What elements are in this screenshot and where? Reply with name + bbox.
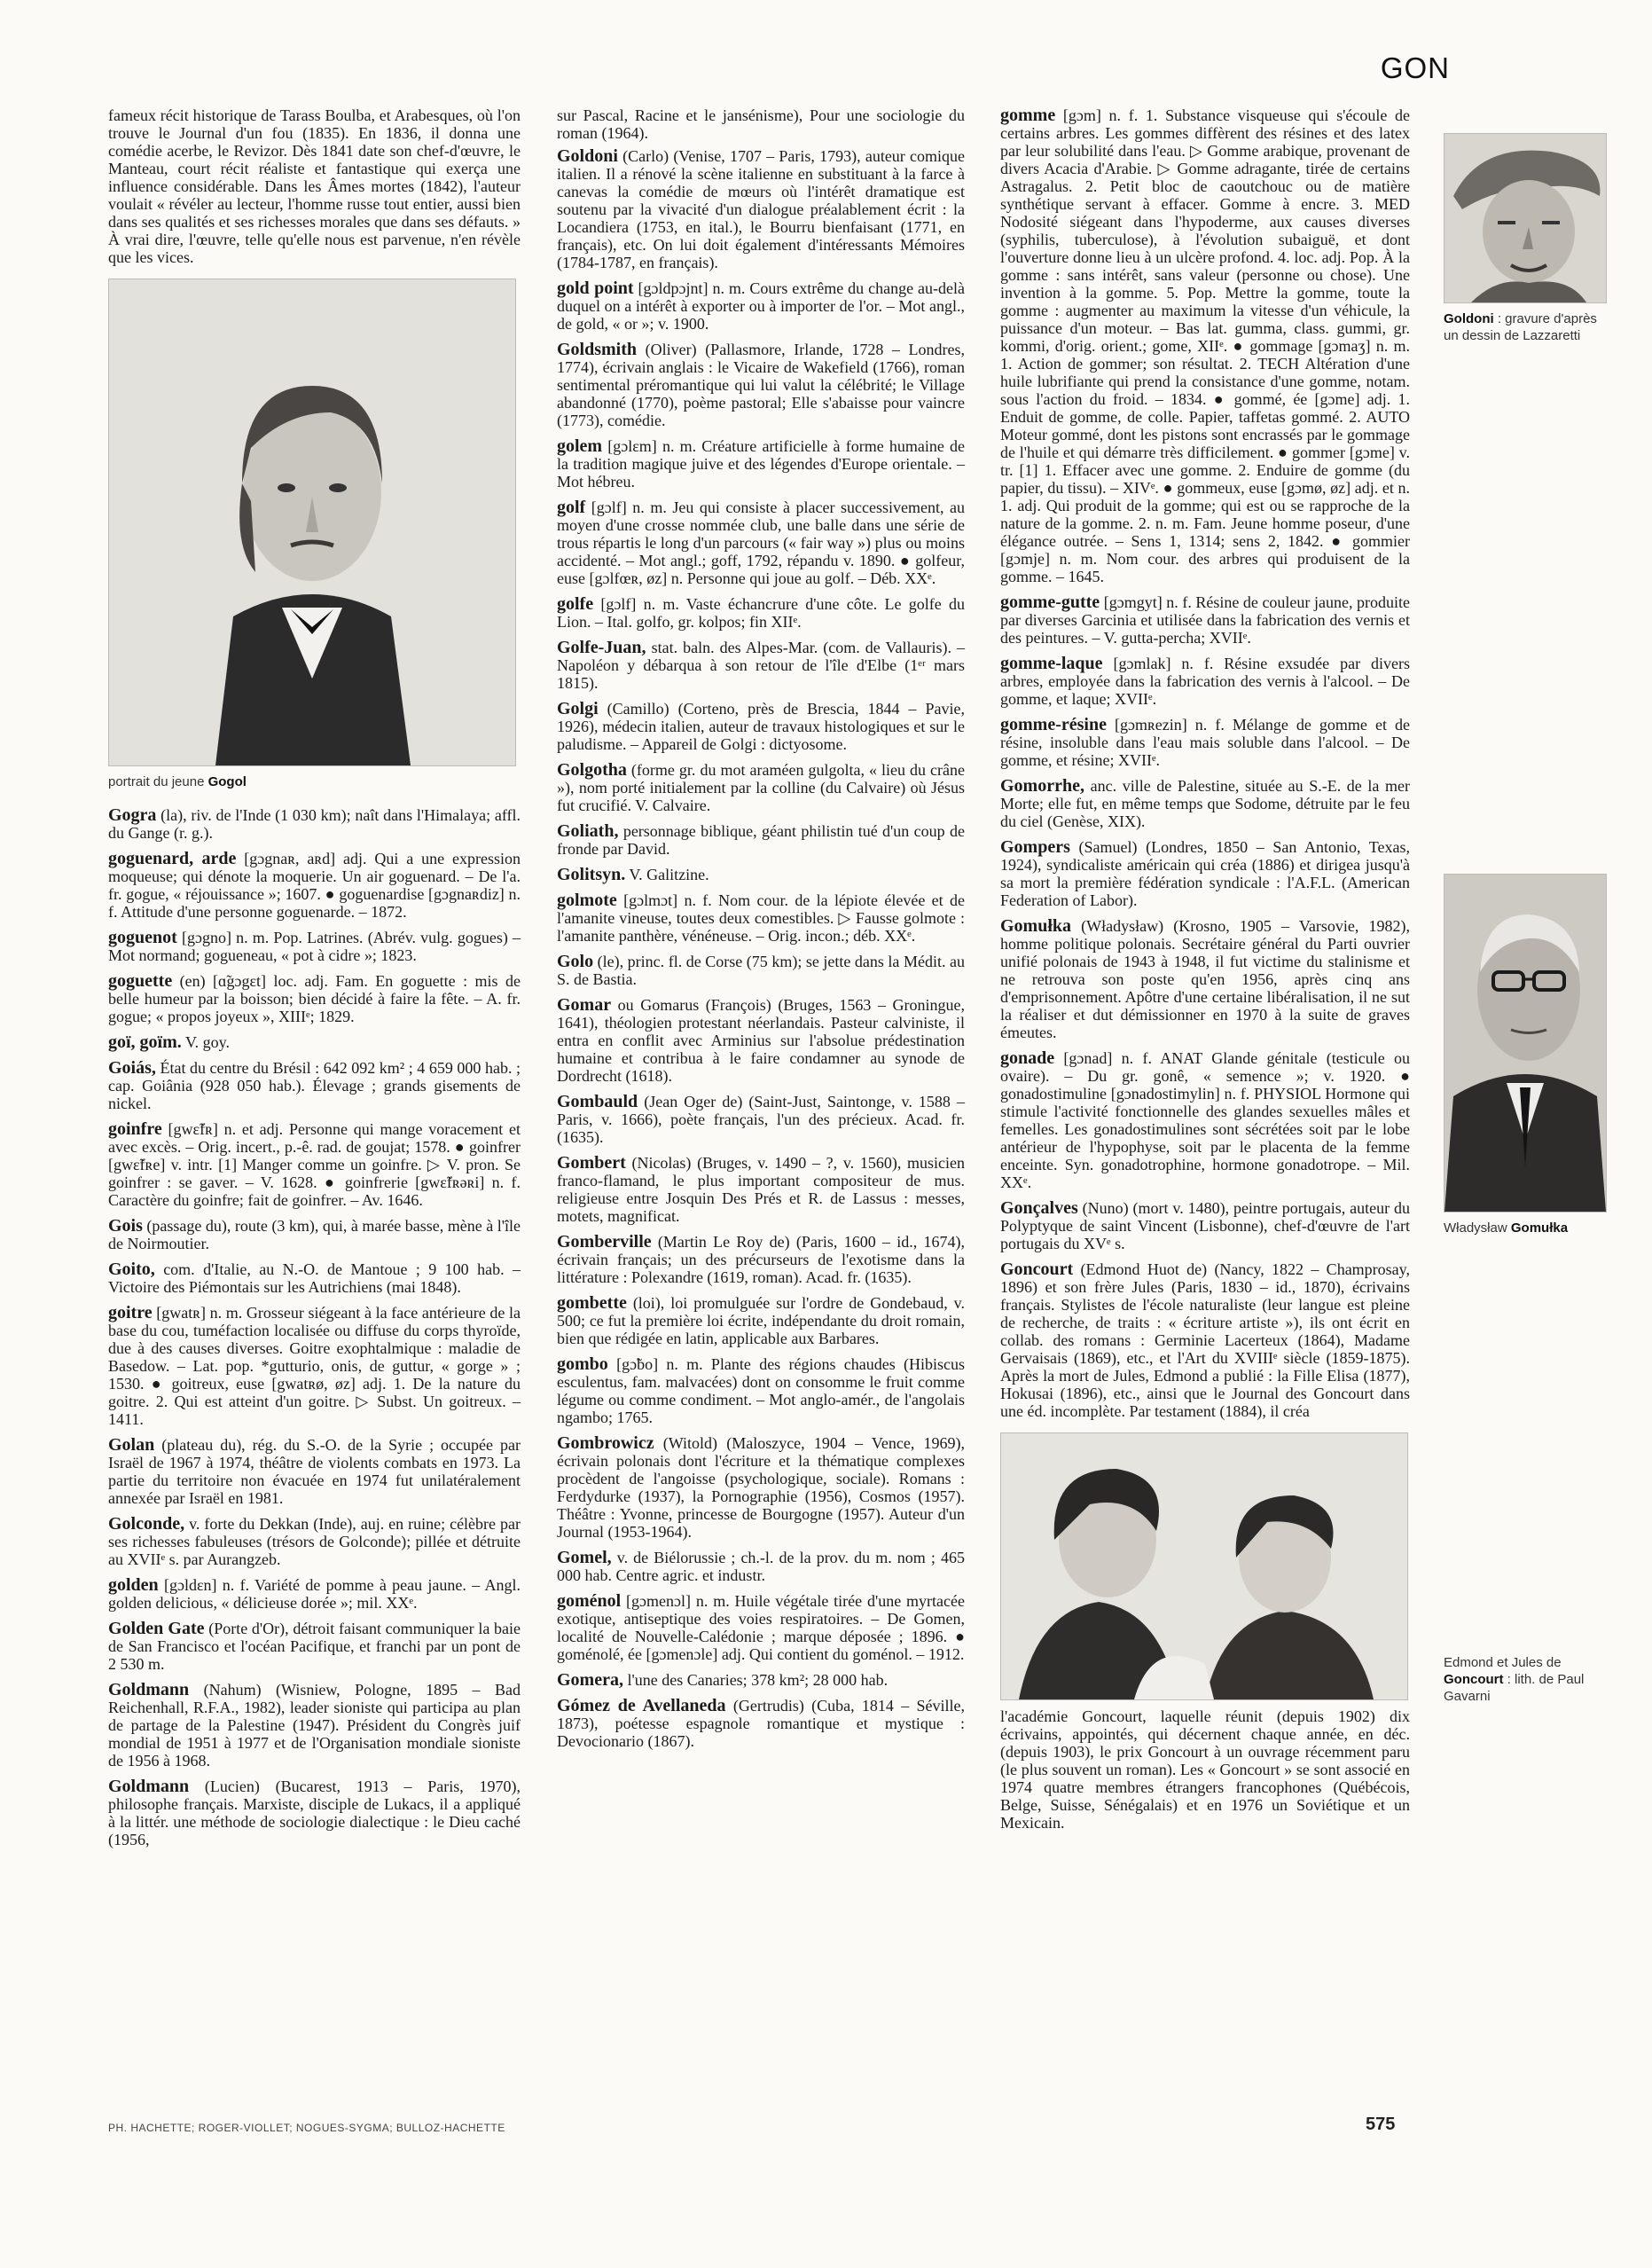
entry: Golgi (Camillo) (Corteno, près de Brescia, 1844 – Pavie, 1926), médecin italien, auteur de travaux histologiques et sur le paludisme. – Appareil de Golgi : dictyosome. [557, 699, 965, 753]
entry: goinfre [gwɛ̃fʀ] n. et adj. Personne qui mange voracement et avec excès. – Orig. incert., p.-ê. rad. de goujat; 1578. ● goinfrer [gwɛ̃fʀe] v. intr. [1] Manger comme un goinfre. ▷ V. pron. Se goinfrer : se gaver. – V. 1628. ● goinfrerie [gwɛ̃fʀəʀi] n. f. Caractère du goinfre; fait de goinfrer. – Av. 1646. [108, 1119, 521, 1209]
column-3 [1000, 106, 1410, 1840]
entry: golfe [gɔlf] n. m. Vaste échancrure d'une côte. Le golfe du Lion. – Ital. golfo, gr. kolpos; fin XIIᵉ. [557, 594, 965, 631]
entry: Goldsmith (Oliver) (Pallasmore, Irlande, 1728 – Londres, 1774), écrivain anglais : le Vicaire de Wakefield (1766), roman sentimental préromantique qui lui valut la célébrité; le Village abandonné (1770), poème pastoral; Elle s'abaisse pour vaincre (1773), comédie. [557, 340, 965, 429]
gogol-portrait [108, 279, 516, 766]
column-2 [557, 106, 965, 1758]
entry: Goldmann (Nahum) (Wisniew, Pologne, 1895 – Bad Reichenhall, R.F.A., 1982), leader sioniste qui participa au plan de partage de la Palestine (1947). Président du Congrès juif mondial de 1951 à 1977 et de l'Organisation mondiale sioniste de 1956 à 1968. [108, 1680, 521, 1770]
running-head: GON [1380, 51, 1450, 84]
entry: Golfe-Juan, stat. baln. des Alpes-Mar. (com. de Vallauris). – Napoléon y débarqua à son retour de l'île d'Elbe (1ᵉʳ mars 1815). [557, 638, 965, 692]
entry: gonade [gɔnad] n. f. ANAT Glande génitale (testicule ou ovaire). – Du gr. gonê, « semence »; v. 1920. ● gonadostimuline [gɔnadostimylin] n. f. PHYSIOL Hormone qui stimule l'activité fonctionnelle des glandes sexuelles mâles et femelles. Les gonadostimulines sont sécrétées soit par le lobe antérieur de l'hypophyse, soit par le placenta de la femme enceinte. Syn. gonadotrophine, hormone gonadotrope. – Mil. XXᵉ. [1000, 1048, 1410, 1191]
entry: goménol [gɔmenɔl] n. m. Huile végétale tirée d'une myrtacée exotique, antiseptique des voies respiratoires. – De Gomen, localité de Nouvelle-Calédonie ; marque déposée ; 1896. ● goménolé, ée [gɔmenɔle] adj. Qui contient du goménol. – 1912. [557, 1591, 965, 1663]
entry: Gombauld (Jean Oger de) (Saint-Just, Saintonge, v. 1588 – Paris, v. 1666), poète français, l'un des précieux. Acad. fr. (1635). [557, 1092, 965, 1146]
entry: Golitsyn. V. Galitzine. [557, 865, 709, 884]
entry: Gois (passage du), route (3 km), qui, à marée basse, mène à l'île de Noirmoutier. [108, 1216, 521, 1252]
entry-continuation: fameux récit historique de Tarass Boulba, et Arabesques, où l'on trouve le Journal d'un fou (1835). En 1836, il donna une comédie acerbe, le Revizor. Dès 1841 date son chef-d'œuvre, le Manteau, court récit réaliste et fantastique qui exerça une influence considérable. Dans les Âmes mortes (1842), l'auteur voulait « révéler au lecteur, l'homme russe tout entier, aussi bien dans ses qualités et ses richesses morales que dans ses défauts. » À vrai dire, l'œuvre, telle qu'elle nous est parvenue, n'en révèle que les vices. [108, 106, 521, 266]
entry: goï, goïm. V. goy. [108, 1032, 230, 1052]
entry: gold point [gɔldpɔjnt] n. m. Cours extrême du change au-delà duquel on a intérêt à exporter ou à importer de l'or. – Mot angl., de gold, « or »; v. 1900. [557, 279, 965, 333]
entry: gombette (loi), loi promulguée sur l'ordre de Gondebaud, v. 500; ce fut la première loi écrite, indépendante du droit romain, bien que rédigée en latin, applicable aux Barbares. [557, 1293, 965, 1347]
page-number: 575 [1366, 2115, 1396, 2134]
entry: golf [gɔlf] n. m. Jeu qui consiste à placer successivement, au moyen d'une crosse nommée club, une balle dans une série de trous répartis le long d'un parcours (« fair way ») plus ou moins accidenté. – Mot angl.; goff, 1792, répandu v. 1890. ● golfeur, euse [gɔlfœʀ, øz] n. Personne qui joue au golf. – Déb. XXᵉ. [557, 498, 965, 587]
entry: Gomar ou Gomarus (François) (Bruges, 1563 – Groningue, 1641), théologien protestant néerlandais. Pasteur calviniste, il entra en conflit avec Arminius sur l'absolue prédestination humaine et contribua à le faire condamner au synode de Dordrecht (1618). [557, 995, 965, 1085]
entry: gomme-laque [gɔmlak] n. f. Résine exsudée par divers arbres, employée dans la fabrication des vernis à l'alcool. – De gomme, et laque; XVIIᵉ. [1000, 654, 1410, 708]
entry: goguenot [gɔgno] n. m. Pop. Latrines. (Abrév. vulg. gogues) – Mot normand; gogueneau, « pot à cidre »; 1823. [108, 928, 521, 964]
side-column-3 [1444, 1654, 1612, 1721]
entry: Golconde, v. forte du Dekkan (Inde), auj. en ruine; célèbre par ses richesses fabuleuses (trésors de Golconde); pillée et détruite au XVIIᵉ s. par Aurangzeb. [108, 1514, 521, 1568]
entry: Golden Gate (Porte d'Or), détroit faisant communiquer la baie de San Francisco et l'océan Pacifique, et franchi par un pont de 2 530 m. [108, 1619, 521, 1673]
entry: Gogra (la), riv. de l'Inde (1 030 km); naît dans l'Himalaya; affl. du Gange (r. g.). [108, 805, 521, 842]
side-column [1444, 133, 1612, 360]
entry: Golo (le), princ. fl. de Corse (75 km); se jette dans la Médit. au S. de Bastia. [557, 952, 965, 988]
entry: Gombrowicz (Witold) (Maloszyce, 1904 – Vence, 1969), écrivain polonais dont l'écriture et la thématique complexes procèdent de l'angoisse (psychologique, sociale). Romans : Ferdydurke (1937), la Pornographie (1956), Cosmos (1957). Théâtre : Yvonne, princesse de Bourgogne (1957). Auteur d'un Journal (1953-1964). [557, 1433, 965, 1541]
entry: gomme-résine [gɔmʀezin] n. f. Mélange de gomme et de résine, insoluble dans l'eau mais soluble dans l'alcool. – De gomme, et résine; XVIIᵉ. [1000, 715, 1410, 769]
entry: golem [gɔlɛm] n. m. Créature artificielle à forme humaine de la tradition magique juive et des légendes d'Europe orientale. – Mot hébreu. [557, 436, 965, 490]
entry: golmote [gɔlmɔt] n. f. Nom cour. de la lépiote élevée et de l'amanite vineuse, toutes deux comestibles. ▷ Fausse golmote : l'amanite panthère, vénéneuse. – Orig. incon.; déb. XXᵉ. [557, 891, 965, 945]
side-column-2 [1444, 874, 1612, 1252]
entry: Gomera, l'une des Canaries; 378 km²; 28 000 hab. [557, 1670, 889, 1690]
goldoni-engraving [1444, 133, 1607, 303]
entry: Gompers (Samuel) (Londres, 1850 – San Antonio, Texas, 1924), syndicaliste américain qui créa (1886) et dirigea jusqu'à sa mort la première fédération syndicale : l'A.F.L. (American Federation of Labor). [1000, 837, 1410, 909]
entry: Goldoni (Carlo) (Venise, 1707 – Paris, 1793), auteur comique italien. Il a rénové la scène italienne en substituant à la farce à canevas la comédie de mœurs où l'intérêt dramatique est soutenu par la vivacité d'un dialogue préalablement écrit : la Locandiera (1753, en ital.), le Bourru bienfaisant (1771, en français), etc. On lui doit également d'intéressants Mémoires (1784-1787, en français). [557, 146, 965, 271]
entry-continuation: sur Pascal, Racine et le jansénisme), Pour une sociologie du roman (1964). [557, 106, 965, 142]
entry: Gómez de Avellaneda (Gertrudis) (Cuba, 1814 – Séville, 1873), poétesse espagnole romantique et mystique : Devocionario (1867). [557, 1696, 965, 1750]
entry: goitre [gwatʀ] n. m. Grosseur siégeant à la face antérieure de la base du cou, tuméfaction localisée ou diffuse du corps thyroïde, due à des causes diverses. Goitre exophtalmique : maladie de Basedow. – Lat. pop. *gutturio, onis, de guttur, « gorge » ; 1530. ● goitreux, euse [gwatʀø, øz] adj. 1. De la nature du goitre. 2. Qui est atteint d'un goitre. ▷ Subst. Un goitreux. – 1411. [108, 1303, 521, 1428]
photo-credits: PH. HACHETTE; ROGER-VIOLLET; NOGUES-SYGMA; BULLOZ-HACHETTE [108, 2122, 505, 2134]
entry: Gomel, v. de Biélorussie ; ch.-l. de la prov. du m. nom ; 465 000 hab. Centre agric. et industr. [557, 1548, 965, 1584]
entry: Golan (plateau du), rég. du S.-O. de la Syrie ; occupée par Israël de 1967 à 1974, théâtre de violents combats en 1973. La partie du territoire non évacuée en 1974 fut unilatéralement annexée par Israël en 1981. [108, 1435, 521, 1507]
col1-entries [108, 806, 521, 1848]
entry: Goldmann (Lucien) (Bucarest, 1913 – Paris, 1970), philosophe français. Marxiste, disciple de Lukacs, il a appliqué à la littér. une méthode de sociologie dialectique : le Dieu caché (1956, [108, 1777, 521, 1848]
column-1 [108, 106, 521, 1856]
entry: goguenard, arde [gɔgnaʀ, aʀd] adj. Qui a une expression moqueuse; qui dénote la moquerie. Un air goguenard. – De l'a. fr. gogue, « réjouissance »; 1607. ● goguenardise [gɔgnaʀdiz] n. f. Attitude d'une personne goguenarde. – 1872. [108, 849, 521, 921]
entry: Gomberville (Martin Le Roy de) (Paris, 1600 – id., 1674), écrivain français; un des précurseurs de l'exotisme dans la littérature : Polexandre (1619, roman). Acad. fr. (1635). [557, 1232, 965, 1286]
entry: gombo [gɔ̃bo] n. m. Plante des régions chaudes (Hibiscus esculentus, fam. malvacées) dont on consomme le fruit comme légume ou comme condiment. – Mot anglo-amér., de l'angolais ngambo; 1765. [557, 1354, 965, 1426]
entry-continuation: l'académie Goncourt, laquelle réunit (depuis 1902) dix écrivains, appointés, qui décernent chaque année, en déc. (depuis 1903), le prix Goncourt à un ouvrage récemment paru (le plus souvent un roman). Les « Goncourt » se sont associé en 1974 quatre membres étrangers francophones (Québécois, Belge, Suisse, Sénégalais) et en 1976 un Soviétique et un Mexicain. [1000, 1707, 1410, 1832]
entry: Goncourt (Edmond Huot de) (Nancy, 1822 – Champrosay, 1896) et son frère Jules (Paris, 1830 – id., 1870), écrivains français. Stylistes de l'école naturaliste (leur langue est pleine de recherche, de traits : « écriture artiste »), ils ont écrit en collab. des romans : Germinie Lacerteux (1864), Madame Gervaisais (1869), etc., et l'Art du XVIIIᵉ siècle (1859-1875). Après la mort de Jules, Edmond a publié : la Fille Elisa (1877), Hokusai (1896), etc., ainsi que le Journal des Goncourt dans une éd. incomplète. Par testament (1884), il créa [1000, 1260, 1410, 1420]
entry: Golgotha (forme gr. du mot araméen gulgolta, « lieu du crâne »), nom porté initialement par la colline (du Calvaire) où Jésus fut crucifié. V. Calvaire. [557, 760, 965, 814]
entry: golden [gɔldɛn] n. f. Variété de pomme à peau jaune. – Angl. golden delicious, « délicieuse dorée »; mil. XXᵉ. [108, 1575, 521, 1612]
goncourt-caption: Edmond et Jules de Goncourt : lith. de Paul Gavarni [1444, 1655, 1585, 1704]
gomulka-photo [1444, 874, 1607, 1212]
entry: Gonçalves (Nuno) (mort v. 1480), peintre portugais, auteur du Polyptyque de saint Vincent (Lisbonne), chef-d'œuvre de l'art portugais du XVᵉ s. [1000, 1198, 1410, 1252]
entry: gomme-gutte [gɔmgyt] n. f. Résine de couleur jaune, produite par diverses Garcinia et utilisée dans la fabrication des vernis et des peintures. – V. gutta-percha; XVIIᵉ. [1000, 593, 1410, 647]
entry: Goiás, État du centre du Brésil : 642 092 km² ; 4 659 000 hab. ; cap. Goiânia (928 050 hab.). Élevage ; grands gisements de nickel. [108, 1058, 521, 1112]
entry: goguette (en) [ɑ̃gɔgɛt] loc. adj. Fam. En goguette : mis de belle humeur par la boisson; bien décidé à faire la fête. – A. fr. gogue; « propos joyeux », XIIIᵉ; 1829. [108, 971, 521, 1025]
entry: Goliath, personnage biblique, géant philistin tué d'un coup de fronde par David. [557, 821, 965, 858]
entry: gomme [gɔm] n. f. 1. Substance visqueuse qui s'écoule de certains arbres. Les gommes diffèrent des résines et des latex par leur solubilité dans l'eau. ▷ Gomme arabique, provenant de divers Acacia d'Arabie. ▷ Gomme adragante, tirée de certains Astragalus. 2. Petit bloc de caoutchouc ou de matière synthétique servant à effacer. Gomme à encre. 3. MED Nodosité siégeant dans l'hypoderme, aux causes diverses (syphilis, tuberculose), à l'évolution subaiguë, et dont l'ouverture donne lieu à un ulcère profond. 4. loc. adj. Pop. À la gomme : sans intérêt, sans valeur (personne ou chose). Une invention à la gomme. 5. Pop. Mettre la gomme, toute la gomme : augmenter au maximum la vitesse d'un véhicule, la puissance d'un moteur. – Bas lat. gumma, class. gummi, gr. kommi, d'orig. orient.; gome, XIIᵉ. ● gommage [gɔmaʒ] n. m. 1. Action de gommer; son résultat. 2. TECH Altération d'une huile lubrifiante qui prend la consistance d'une gomme, notam. sous l'action du froid. – 1834. ● gommé, ée [gɔme] adj. 1. Enduit de gomme, de colle. Papier, taffetas gommé. 2. AUTO Moteur gommé, dont les pistons sont encrassés par le gommage de l'huile et qui démarre très difficilement. ● gommer [gɔme] v. tr. [1] 1. Effacer avec une gomme. 2. Enduire de gomme (du papier, du tissu). – XIVᵉ. ● gommeux, euse [gɔmø, øz] adj. et n. 1. adj. Qui produit de la gomme; qui est ou se rapproche de la nature de la gomme. 2. n. m. Fam. Jeune homme poseur, d'une élégance outrée. – Sens 1, 1314; sens 2, 1842. ● gommier [gɔmje] n. m. Nom cour. des arbres qui produisent de la gomme. – 1645. [1000, 106, 1410, 585]
entry: Gomorrhe, anc. ville de Palestine, située au S.-E. de la mer Morte; elle fut, en même temps que Sodome, détruite par le feu du ciel (Genèse, XIX). [1000, 776, 1410, 830]
gogol-caption: portrait du jeune Gogol [108, 774, 247, 789]
goldoni-caption: Goldoni : gravure d'après un dessin de Lazzaretti [1444, 311, 1597, 343]
entry: Gomułka (Władysław) (Krosno, 1905 – Varsovie, 1982), homme politique polonais. Secrétaire général du Parti ouvrier unifié polonais de 1943 à 1948, il fut victime du stalinisme et ne retrouva son poste qu'en 1956, après cinq ans d'emprisonnement. Apôtre d'une certaine libéralisation, il ne sut la réaliser et dut démissionner en 1970 à la suite de graves émeutes. [1000, 916, 1410, 1041]
entry: Gombert (Nicolas) (Bruges, v. 1490 – ?, v. 1560), musicien franco-flamand, le plus important compositeur de mus. religieuse entre Josquin Des Prés et R. de Lassus : messes, motets, magnificat. [557, 1153, 965, 1225]
gomulka-caption: Władysław Gomułka [1444, 1220, 1569, 1236]
entry: Goito, com. d'Italie, au N.-O. de Mantoue ; 9 100 hab. – Victoire des Piémontais sur les Autrichiens (mai 1848). [108, 1260, 521, 1296]
goncourt-brothers-lithograph [1000, 1432, 1408, 1700]
